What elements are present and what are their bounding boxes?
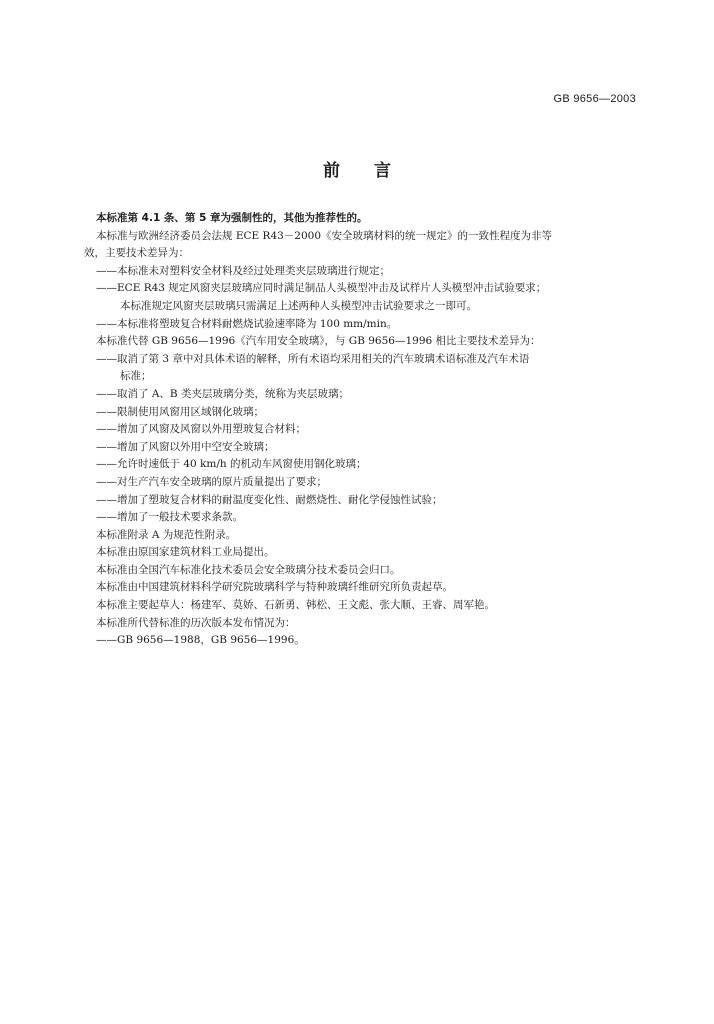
list-item: ——本标准未对塑料安全材料及经过处理类夹层玻璃进行规定；: [96, 264, 390, 277]
paragraph-consistency: 本标准与欧洲经济委员会法规 ECE R43－2000《安全玻璃材料的统一规定》的一致性程度为非等: [96, 229, 553, 242]
paragraph-proposer: 本标准由原国家建筑材料工业局提出。: [96, 546, 275, 559]
list-item: ——允许时速低于 40 km/h 的机动车风窗使用钢化玻璃；: [96, 458, 367, 471]
standard-code: GB 9656—2003: [553, 93, 636, 105]
paragraph-committee: 本标准由全国汽车标准化技术委员会安全玻璃分技术委员会归口。: [96, 563, 401, 576]
list-item: ——GB 9656—1988，GB 9656—1996。: [96, 634, 305, 647]
paragraph-annex: 本标准附录 A 为规范性附录。: [96, 528, 237, 541]
list-item: ——本标准将塑玻复合材料耐燃烧试验速率降为 100 mm/min。: [96, 317, 398, 330]
list-item: ——增加了塑玻复合材料的耐温度变化性、耐燃烧性、耐化学侵蚀性试验；: [96, 493, 443, 506]
paragraph-replaces: 本标准代替 GB 9656—1996《汽车用安全玻璃》，与 GB 9656—1996 相比主要技术差异为：: [96, 335, 541, 348]
list-item: ——限制使用风窗用区域钢化玻璃；: [96, 405, 264, 418]
list-item-cont: 本标准规定风窗夹层玻璃只需满足上述两种人头模型冲击试验要求之一即可。: [120, 299, 477, 312]
page-title: 前言: [323, 161, 425, 181]
paragraph-drafters: 本标准主要起草人：杨建军、莫娇、石新勇、韩松、王文彪、张大顺、王睿、周军艳。: [96, 599, 495, 612]
list-item: ——取消了第 3 章中对具体术语的解释，所有术语均采用相关的汽车玻璃术语标准及汽车术语: [96, 352, 530, 365]
document-body: [84, 210, 636, 650]
list-item: ——取消了 A、B 类夹层玻璃分类，统称为夹层玻璃；: [96, 387, 349, 400]
paragraph-consistency-cont: 效，主要技术差异为：: [84, 247, 189, 260]
list-item: ——增加了风窗及风窗以外用塑玻复合材料；: [96, 423, 306, 436]
list-item: ——ECE R43 规定风窗夹层玻璃应同时满足制品人头模型冲击及试样片人头模型冲击试验要求；: [96, 282, 547, 295]
list-item: ——对生产汽车安全玻璃的原片质量提出了要求；: [96, 475, 327, 488]
paragraph-mandatory-clause: 本标准第 4.1 条、第 5 章为强制性的，其他为推荐性的。: [96, 212, 368, 224]
paragraph-drafter-org: 本标准由中国建筑材料科学研究院玻璃科学与特种玻璃纤维研究所负责起草。: [96, 581, 453, 594]
paragraph-history: 本标准所代替标准的历次版本发布情况为：: [96, 616, 296, 629]
list-item: ——增加了风窗以外用中空安全玻璃；: [96, 440, 275, 453]
list-item: ——增加了一般技术要求条款。: [96, 511, 243, 524]
list-item-cont: 标准；: [120, 370, 152, 383]
